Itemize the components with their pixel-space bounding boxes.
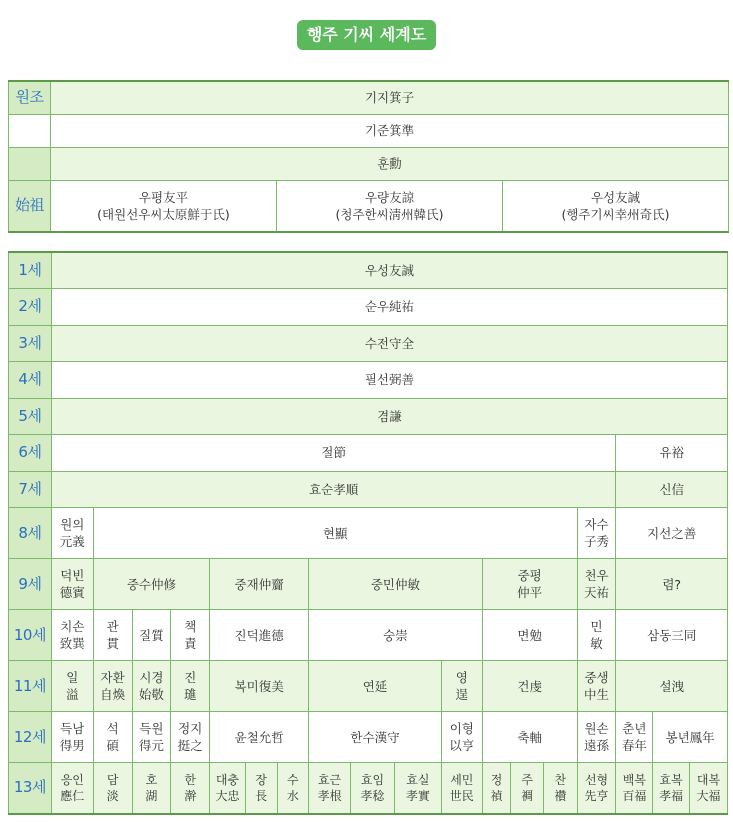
gen-cell: 수전守全 [51, 325, 727, 362]
gen-cell: 축軸 [482, 712, 577, 763]
founder-cell: 우평友平 (태원선우씨太原鮮于氏) [51, 180, 277, 232]
gen-cell: 효실 孝實 [394, 763, 441, 814]
gen-cell: 삼동三同 [616, 610, 728, 661]
generation-table [8, 251, 728, 815]
gen-cell: 정지 挺之 [171, 712, 210, 763]
gen-cell: 중민仲敏 [309, 559, 483, 610]
gen-cell: 숭崇 [309, 610, 483, 661]
ancestor-table [8, 80, 729, 233]
gen-cell: 대충 大忠 [210, 763, 246, 814]
gen-cell: 중평 仲平 [482, 559, 577, 610]
gen-cell: 연延 [309, 661, 442, 712]
gen-cell: 백복 百福 [616, 763, 653, 814]
gen-label: 10세 [9, 610, 52, 661]
gen-label: 6세 [9, 435, 52, 472]
gen-cell: 설洩 [616, 661, 728, 712]
gen-cell: 대복 大福 [689, 763, 727, 814]
gen-cell: 장 長 [245, 763, 277, 814]
gen-cell: 우성友誠 [51, 252, 727, 289]
gen-cell: 득남 得男 [51, 712, 93, 763]
gen-label: 9세 [9, 559, 52, 610]
gen-cell: 주 裯 [511, 763, 544, 814]
gen-cell: 호 湖 [132, 763, 171, 814]
gen-cell: 면勉 [482, 610, 577, 661]
gen-label: 8세 [9, 508, 52, 559]
row-label-founder: 始祖 [9, 180, 51, 232]
gen-cell: 원의 元義 [51, 508, 93, 559]
gen-cell: 덕빈 德賓 [51, 559, 93, 610]
gen-cell: 선형 先亨 [577, 763, 616, 814]
gen-cell: 치손 致巽 [51, 610, 93, 661]
gen-cell: 정 禎 [482, 763, 511, 814]
gen-cell: 윤철允哲 [210, 712, 309, 763]
gen-cell: 세민 世民 [441, 763, 482, 814]
gen-cell: 건虔 [482, 661, 577, 712]
ancestor-cell: 기지箕子 [51, 81, 729, 114]
gen-cell: 효근 孝根 [309, 763, 351, 814]
gen-cell: 찬 禶 [543, 763, 577, 814]
gen-cell: 득원 得元 [132, 712, 171, 763]
gen-cell: 자수 子秀 [577, 508, 616, 559]
gen-cell: 중재仲齎 [210, 559, 309, 610]
gen-cell: 필선弼善 [51, 362, 727, 399]
row-label-empty [9, 114, 51, 147]
gen-cell: 진 璡 [171, 661, 210, 712]
gen-cell: 절節 [51, 435, 616, 472]
gen-label: 7세 [9, 471, 52, 508]
gen-cell: 효순孝順 [51, 471, 616, 508]
gen-cell: 겸謙 [51, 398, 727, 435]
gen-label: 11세 [9, 661, 52, 712]
gen-cell: 질質 [132, 610, 171, 661]
gen-cell: 효복 孝福 [653, 763, 690, 814]
gen-cell: 신信 [616, 471, 728, 508]
gen-cell: 춘년 春年 [616, 712, 653, 763]
founder-cell: 우성友誠 (행주기씨幸州奇氏) [503, 180, 729, 232]
gen-cell: 천우 天祐 [577, 559, 616, 610]
gen-cell: 중생 中生 [577, 661, 616, 712]
gen-cell: 관 貫 [93, 610, 132, 661]
gen-cell: 민 敏 [577, 610, 616, 661]
gen-cell: 효임 孝稔 [351, 763, 395, 814]
gen-cell: 응인 應仁 [51, 763, 93, 814]
page-title: 행주 기씨 세계도 [297, 20, 436, 50]
gen-cell: 한 澣 [171, 763, 210, 814]
row-label-empty [9, 147, 51, 180]
founder-cell: 우량友諒 (청주한씨淸州韓氏) [277, 180, 503, 232]
gen-cell: 이형 以亨 [441, 712, 482, 763]
gen-cell: 담 淡 [93, 763, 132, 814]
gen-cell: 수 水 [277, 763, 309, 814]
gen-cell: 책 責 [171, 610, 210, 661]
gen-cell: 순우純祐 [51, 289, 727, 326]
row-label-origin: 원조 [9, 81, 51, 114]
ancestor-cell: 기준箕準 [51, 114, 729, 147]
gen-cell: 한수漢守 [309, 712, 442, 763]
gen-cell: 시경 始敬 [132, 661, 171, 712]
gen-cell: 일 溢 [51, 661, 93, 712]
gen-cell: 석 碩 [93, 712, 132, 763]
gen-label: 1세 [9, 252, 52, 289]
gen-cell: 진덕進德 [210, 610, 309, 661]
gen-label: 12세 [9, 712, 52, 763]
gen-label: 5세 [9, 398, 52, 435]
gen-cell: 지선之善 [616, 508, 728, 559]
gen-cell: 유裕 [616, 435, 728, 472]
gen-cell: 영 逞 [441, 661, 482, 712]
gen-cell: 현顯 [93, 508, 577, 559]
gen-cell: 복미復美 [210, 661, 309, 712]
gen-cell: 렴? [616, 559, 728, 610]
gen-label: 4세 [9, 362, 52, 399]
gen-cell: 중수仲修 [93, 559, 209, 610]
gen-label: 13세 [9, 763, 52, 814]
gen-cell: 자환 自煥 [93, 661, 132, 712]
ancestor-cell: 훈勳 [51, 147, 729, 180]
gen-cell: 봉년鳳年 [653, 712, 728, 763]
gen-label: 3세 [9, 325, 52, 362]
gen-label: 2세 [9, 289, 52, 326]
gen-cell: 원손 遠孫 [577, 712, 616, 763]
